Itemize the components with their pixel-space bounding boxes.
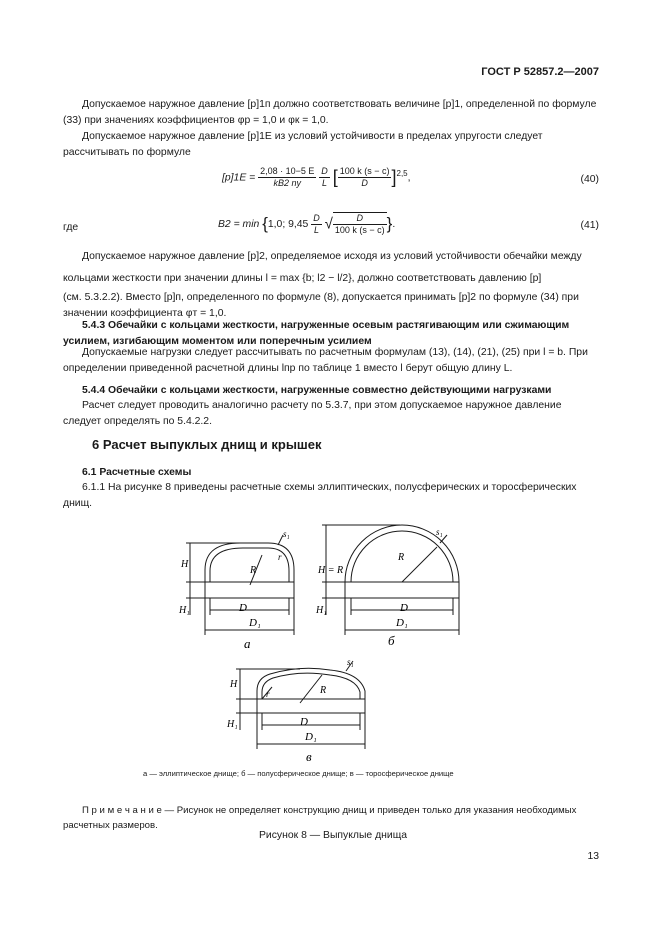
paragraph-p3-line3: (см. 5.3.2.2). Вместо [p]п, определенного по формуле (8), допускается принимать [p]2 по формуле (34) при значении коэффициента φт = 1,0.: [63, 292, 579, 320]
page-number: 13: [587, 851, 599, 862]
label-c-H1: H₁: [227, 719, 238, 730]
label-b-H1: H₁: [316, 605, 327, 616]
paragraph-p1: Допускаемое наружное давление [p]1п должно соответствовать величине [p]1, определенной по формуле (33) при значениях коэффициентов φр = 1,0 и φк = 1,0.: [63, 99, 597, 127]
figure-8-drawing: [0, 515, 661, 765]
paragraph-p2: Допускаемое наружное давление [p]1E из условий устойчивости в пределах упругости следует рассчитывать по формуле: [63, 131, 543, 159]
label-b-D1: D₁: [396, 617, 408, 629]
eq41-dl-num: D: [313, 212, 320, 223]
equation-41: B2 = min {1,0; 9,45 $\frac{D}{L}$ √ $\frac{D}{100 k (s - c)}$ }.: [218, 212, 396, 235]
hemispherical-head-diagram: [322, 525, 459, 635]
eq40-exponent: 2,5: [396, 168, 408, 178]
paragraph-p3-line2: кольцами жесткости при значении длины l = max {b; l2 − l/2}, должно соответствовать давлению [p]: [63, 273, 542, 284]
eq40-coef-num: 2,08 · 10−5 E: [260, 166, 315, 176]
paragraph-p5: Расчет следует проводить аналогично расчету по 5.3.7, при этом допускаемое наружное давление следует определять по 5.4.2.2.: [63, 400, 562, 428]
equation-40-number: (40): [580, 174, 599, 185]
note-text: — Рисунок не определяет конструкцию днищ и приведен только для указания необходимых расчетных размеров.: [63, 804, 577, 831]
heading-6-1: 6.1 Расчетные схемы: [82, 467, 192, 478]
eq41-sqrt-num: D: [333, 213, 387, 225]
label-c-D: D: [300, 716, 308, 728]
elliptical-head-diagram: [186, 535, 294, 635]
heading-5-4-4: 5.4.4 Обечайки с кольцами жесткости, нагруженные совместно действующими нагрузками: [82, 385, 552, 396]
heading-5-4-3: 5.4.3 Обечайки с кольцами жесткости, нагруженные осевым растягивающим или сжимающим усилием, изгибающим моментом или поперечным усилием: [63, 320, 570, 348]
eq40-inner-den: D: [361, 178, 368, 188]
paragraph-p4: Допускаемые нагрузки следует рассчитывать по расчетным формулам (13), (14), (21), (25) при l = b. При определении приведенной расчетной длины lпр по таблице 1 вместо l берут общую длину L.: [63, 347, 588, 375]
torispherical-head-diagram: [236, 661, 365, 749]
label-c-H: H: [230, 679, 238, 690]
eq41-sqrt-den: 100 k (s − c): [334, 225, 385, 235]
label-a-D: D: [239, 602, 247, 614]
label-a-r: r: [278, 552, 282, 562]
label-a-R: R: [250, 565, 257, 576]
eq40-lhs: [p]1E =: [222, 172, 256, 184]
label-a-H1: H₁: [179, 605, 190, 616]
eq40-dl-num: D: [321, 166, 328, 176]
eq40-coef-den: kB2 ny: [273, 178, 302, 188]
eq40-dl-fraction: [319, 166, 330, 189]
eq41-sqrt-fraction: [333, 212, 387, 236]
label-c-R: R: [320, 685, 327, 696]
figure-8: [0, 515, 661, 765]
figure-legend: а — эллиптическое днище; б — полусферическое днище; в — торосферическое днище: [143, 769, 454, 778]
note-label: П р и м е ч а н и е: [82, 804, 162, 816]
eq41-dl-den: L: [313, 224, 319, 235]
label-b-D: D: [400, 602, 408, 614]
equation-40: [p]1E = $\frac{2,08 \cdot 10-5 E}{kB2 ny}$ $\frac{D}{L}$ [ $\frac{100 k (s - c)}{D}$ ]$^{2,5}$,: [222, 166, 411, 188]
label-b-R: R: [398, 552, 405, 563]
equation-41-number: (41): [580, 220, 599, 231]
subfigure-b-label: б: [388, 633, 395, 648]
subfigure-a-label: а: [244, 636, 251, 651]
eq40-inner-fraction: [338, 166, 392, 189]
section-6-title: 6 Расчет выпуклых днищ и крышек: [92, 437, 322, 452]
eq40-coef-fraction: [258, 166, 316, 189]
eq41-lhs: B2 = min: [218, 218, 260, 230]
subfigure-v-label: в: [306, 749, 312, 764]
eq40-inner-num: 100 k (s − c): [339, 166, 390, 176]
where-label: где: [63, 222, 79, 233]
label-a-s1: s₁: [283, 529, 290, 539]
paragraph-p6: 6.1.1 На рисунке 8 приведены расчетные схемы эллиптических, полусферических и торосферических днищ.: [63, 482, 577, 510]
eq41-body: 1,0; 9,45: [267, 218, 309, 230]
label-b-HR: H = R: [318, 565, 344, 576]
document-header: ГОСТ Р 52857.2—2007: [481, 66, 599, 78]
label-a-H: H: [181, 559, 189, 570]
label-b-s1: s₁: [436, 527, 443, 537]
label-a-D1: D₁: [249, 617, 261, 629]
eq41-dl-fraction: [311, 213, 322, 236]
figure-caption: Рисунок 8 — Выпуклые днища: [259, 830, 408, 841]
eq40-dl-den: L: [322, 178, 328, 188]
label-c-s1: s₁: [347, 657, 354, 667]
label-c-D1: D₁: [305, 731, 317, 743]
paragraph-p3-line1: Допускаемое наружное давление [p]2, определяемое исходя из условий устойчивости обечайки между: [82, 251, 582, 262]
label-c-r: r: [266, 689, 270, 699]
